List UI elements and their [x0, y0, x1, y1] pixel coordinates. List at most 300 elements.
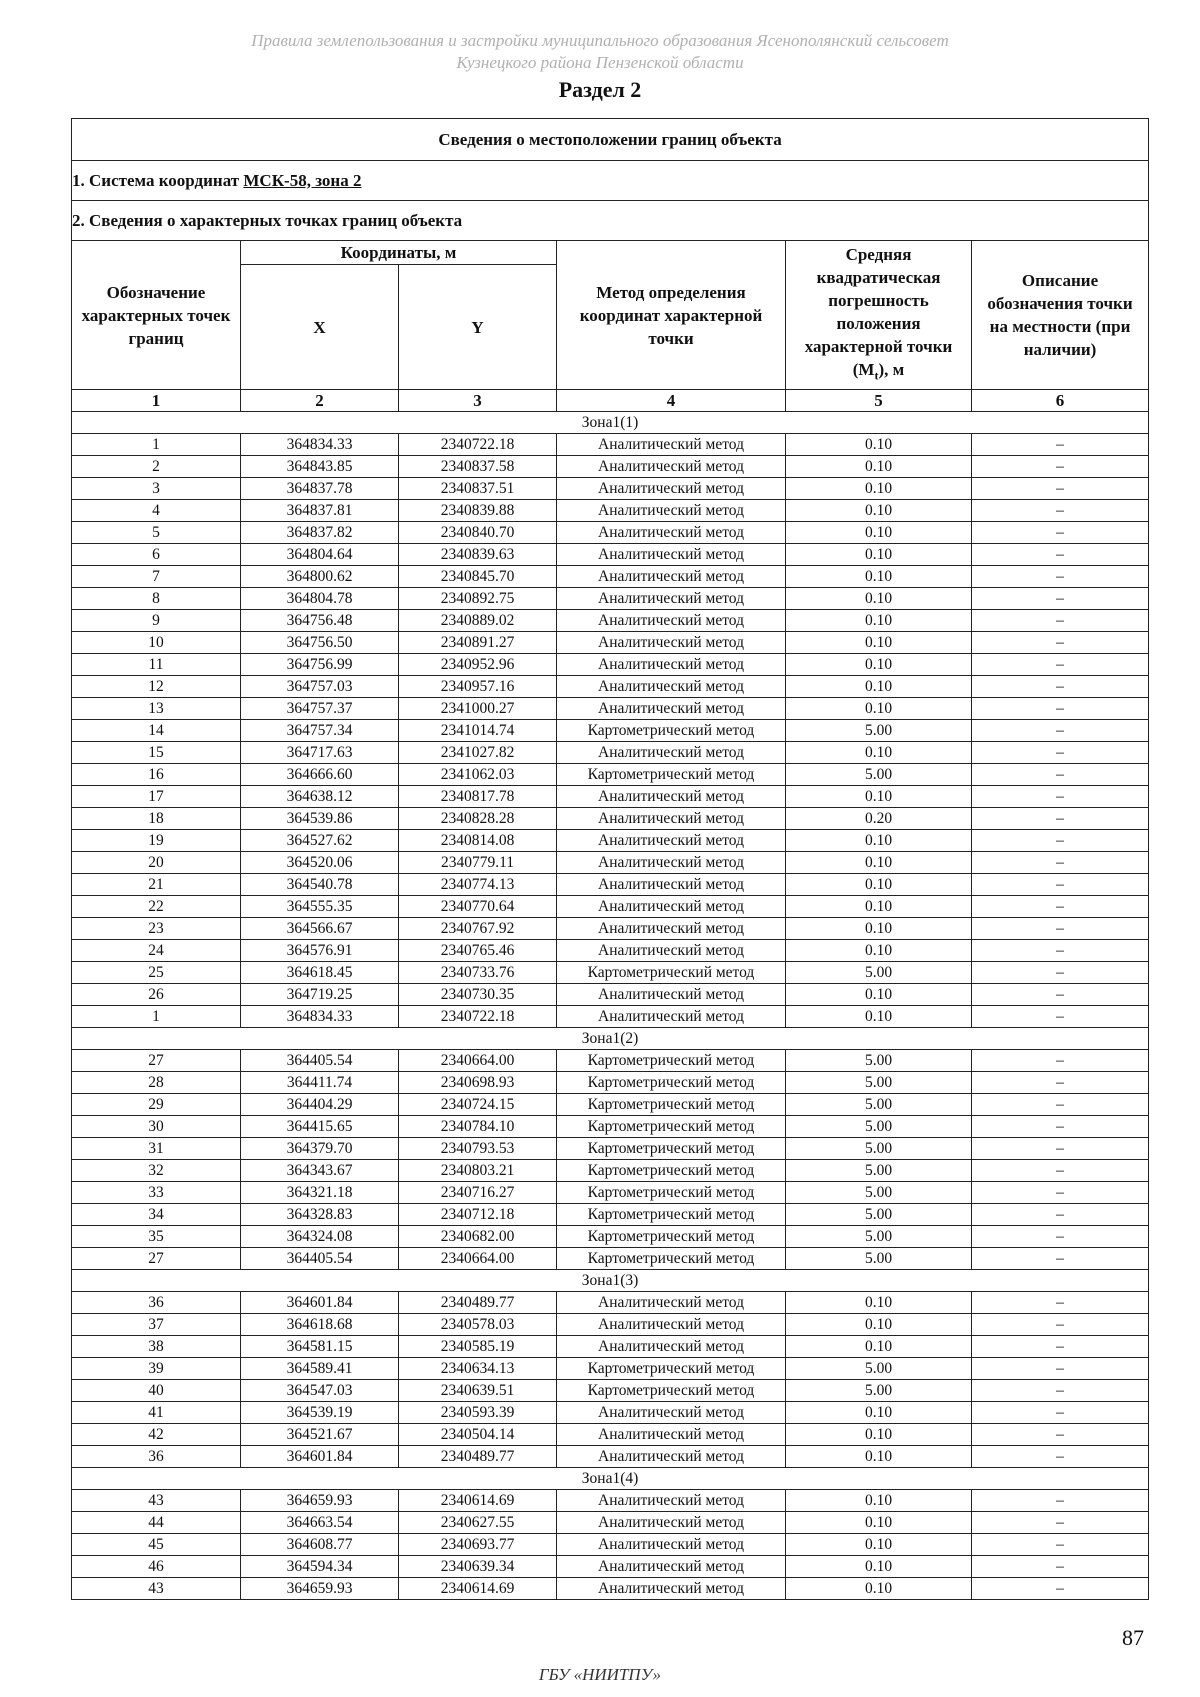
method-cell: Картометрический метод: [557, 1116, 786, 1138]
x-cell: 364663.54: [241, 1512, 399, 1534]
point-id-cell: 7: [72, 566, 241, 588]
error-cell: 5.00: [786, 1094, 972, 1116]
point-id-cell: 42: [72, 1424, 241, 1446]
y-cell: 2340839.88: [399, 500, 557, 522]
method-cell: Картометрический метод: [557, 1050, 786, 1072]
description-cell: –: [972, 940, 1149, 962]
error-cell: 0.10: [786, 676, 972, 698]
error-cell: 0.10: [786, 610, 972, 632]
y-cell: 2340639.51: [399, 1380, 557, 1402]
table-row: [72, 1182, 1149, 1204]
method-cell: Аналитический метод: [557, 500, 786, 522]
table-row: [72, 1094, 1149, 1116]
y-cell: 2340828.28: [399, 808, 557, 830]
x-cell: 364800.62: [241, 566, 399, 588]
table-row: [72, 1534, 1149, 1556]
x-cell: 364520.06: [241, 852, 399, 874]
table-row: [72, 1358, 1149, 1380]
description-cell: –: [972, 1424, 1149, 1446]
running-header-line-2: Кузнецкого района Пензенской области: [456, 53, 744, 72]
table-row: [72, 720, 1149, 742]
x-cell: 364539.19: [241, 1402, 399, 1424]
x-cell: 364547.03: [241, 1380, 399, 1402]
point-id-cell: 4: [72, 500, 241, 522]
error-cell: 0.10: [786, 874, 972, 896]
error-cell: 5.00: [786, 1160, 972, 1182]
x-cell: 364527.62: [241, 830, 399, 852]
error-cell: 0.10: [786, 1424, 972, 1446]
error-cell: 0.10: [786, 522, 972, 544]
coordinate-system-row: [72, 161, 1149, 201]
error-cell: 0.10: [786, 1512, 972, 1534]
point-id-cell: 9: [72, 610, 241, 632]
y-cell: 2340489.77: [399, 1292, 557, 1314]
method-cell: Аналитический метод: [557, 632, 786, 654]
x-cell: 364343.67: [241, 1160, 399, 1182]
method-cell: Картометрический метод: [557, 1380, 786, 1402]
y-cell: 2340504.14: [399, 1424, 557, 1446]
footer-organization: ГБУ «НИИТПУ»: [538, 1665, 662, 1684]
error-cell: 0.10: [786, 434, 972, 456]
description-cell: –: [972, 1116, 1149, 1138]
description-cell: –: [972, 1050, 1149, 1072]
table-row: [72, 1160, 1149, 1182]
error-cell: 0.10: [786, 852, 972, 874]
description-cell: –: [972, 698, 1149, 720]
header-method: Метод определения координат характерной точки: [557, 241, 786, 390]
y-cell: 2341062.03: [399, 764, 557, 786]
x-cell: 364843.85: [241, 456, 399, 478]
table-row: [72, 940, 1149, 962]
header-coordinates: Координаты, м: [241, 241, 557, 265]
x-cell: 364756.50: [241, 632, 399, 654]
y-cell: 2340578.03: [399, 1314, 557, 1336]
table-row: [72, 1490, 1149, 1512]
table-row: [72, 1072, 1149, 1094]
y-cell: 2340634.13: [399, 1358, 557, 1380]
error-cell: 0.10: [786, 1402, 972, 1424]
point-id-cell: 31: [72, 1138, 241, 1160]
method-cell: Картометрический метод: [557, 962, 786, 984]
error-cell: 5.00: [786, 1072, 972, 1094]
description-cell: –: [972, 1006, 1149, 1028]
description-cell: –: [972, 1292, 1149, 1314]
method-cell: Аналитический метод: [557, 566, 786, 588]
zone-row: [72, 1468, 1149, 1490]
y-cell: 2340693.77: [399, 1534, 557, 1556]
boundary-points-table: [71, 118, 1149, 1600]
description-cell: –: [972, 984, 1149, 1006]
table-row: [72, 1402, 1149, 1424]
description-cell: –: [972, 566, 1149, 588]
table-body: [72, 412, 1149, 1600]
y-cell: 2340722.18: [399, 1006, 557, 1028]
error-cell: 5.00: [786, 720, 972, 742]
error-cell: 5.00: [786, 1358, 972, 1380]
x-cell: 364601.84: [241, 1446, 399, 1468]
x-cell: 364666.60: [241, 764, 399, 786]
point-id-cell: 1: [72, 1006, 241, 1028]
method-cell: Аналитический метод: [557, 1006, 786, 1028]
table-row: [72, 698, 1149, 720]
error-cell: 0.10: [786, 786, 972, 808]
table-row: [72, 1226, 1149, 1248]
error-cell: 0.10: [786, 1006, 972, 1028]
point-id-cell: 18: [72, 808, 241, 830]
header-description: Описание обозначения точки на местности (при наличии): [972, 241, 1149, 390]
table-row: [72, 1006, 1149, 1028]
error-cell: 0.10: [786, 566, 972, 588]
error-cell: 5.00: [786, 1380, 972, 1402]
y-cell: 2340627.55: [399, 1512, 557, 1534]
error-cell: 0.10: [786, 1556, 972, 1578]
zone-label: Зона1(2): [72, 1028, 1149, 1050]
method-cell: Аналитический метод: [557, 1512, 786, 1534]
description-cell: –: [972, 1358, 1149, 1380]
method-cell: Картометрический метод: [557, 1094, 786, 1116]
error-cell: 5.00: [786, 1182, 972, 1204]
table-row: [72, 852, 1149, 874]
y-cell: 2340779.11: [399, 852, 557, 874]
description-cell: –: [972, 610, 1149, 632]
y-cell: 2340957.16: [399, 676, 557, 698]
y-cell: 2340770.64: [399, 896, 557, 918]
method-cell: Аналитический метод: [557, 786, 786, 808]
y-cell: 2340817.78: [399, 786, 557, 808]
method-cell: Картометрический метод: [557, 1138, 786, 1160]
description-cell: –: [972, 478, 1149, 500]
point-id-cell: 13: [72, 698, 241, 720]
point-id-cell: 43: [72, 1578, 241, 1600]
table-row: [72, 786, 1149, 808]
point-id-cell: 43: [72, 1490, 241, 1512]
x-cell: 364415.65: [241, 1116, 399, 1138]
coordinate-system-label: 1. Система координат: [72, 170, 244, 190]
method-cell: Аналитический метод: [557, 588, 786, 610]
table-row: [72, 742, 1149, 764]
x-cell: 364837.82: [241, 522, 399, 544]
x-cell: 364608.77: [241, 1534, 399, 1556]
x-cell: 364834.33: [241, 1006, 399, 1028]
y-cell: 2340793.53: [399, 1138, 557, 1160]
method-cell: Аналитический метод: [557, 742, 786, 764]
x-cell: 364719.25: [241, 984, 399, 1006]
x-cell: 364804.78: [241, 588, 399, 610]
point-id-cell: 24: [72, 940, 241, 962]
y-cell: 2340774.13: [399, 874, 557, 896]
point-id-cell: 32: [72, 1160, 241, 1182]
x-cell: 364717.63: [241, 742, 399, 764]
table-title: Сведения о местоположении границ объекта: [72, 119, 1149, 161]
point-id-cell: 27: [72, 1248, 241, 1270]
y-cell: 2340712.18: [399, 1204, 557, 1226]
method-cell: Аналитический метод: [557, 896, 786, 918]
table-row: [72, 544, 1149, 566]
point-id-cell: 25: [72, 962, 241, 984]
error-cell: 5.00: [786, 1138, 972, 1160]
table-row: [72, 1314, 1149, 1336]
col-number-4: 4: [557, 390, 786, 412]
point-id-cell: 30: [72, 1116, 241, 1138]
method-cell: Картометрический метод: [557, 1248, 786, 1270]
y-cell: 2340724.15: [399, 1094, 557, 1116]
method-cell: Аналитический метод: [557, 1314, 786, 1336]
y-cell: 2340716.27: [399, 1182, 557, 1204]
description-cell: –: [972, 1336, 1149, 1358]
x-cell: 364757.03: [241, 676, 399, 698]
point-id-cell: 11: [72, 654, 241, 676]
point-id-cell: 45: [72, 1534, 241, 1556]
point-id-cell: 39: [72, 1358, 241, 1380]
table-row: [72, 1248, 1149, 1270]
col-number-5: 5: [786, 390, 972, 412]
error-cell: 0.10: [786, 544, 972, 566]
description-cell: –: [972, 1094, 1149, 1116]
description-cell: –: [972, 1578, 1149, 1600]
x-cell: 364589.41: [241, 1358, 399, 1380]
x-cell: 364618.45: [241, 962, 399, 984]
point-id-cell: 44: [72, 1512, 241, 1534]
point-id-cell: 27: [72, 1050, 241, 1072]
y-cell: 2340889.02: [399, 610, 557, 632]
error-cell: 5.00: [786, 764, 972, 786]
error-cell: 0.10: [786, 698, 972, 720]
error-cell: 0.10: [786, 830, 972, 852]
point-id-cell: 37: [72, 1314, 241, 1336]
description-cell: –: [972, 1314, 1149, 1336]
table-row: [72, 1292, 1149, 1314]
error-cell: 5.00: [786, 1248, 972, 1270]
zone-row: [72, 1270, 1149, 1292]
y-cell: 2340682.00: [399, 1226, 557, 1248]
x-cell: 364555.35: [241, 896, 399, 918]
table-row: [72, 874, 1149, 896]
y-cell: 2340767.92: [399, 918, 557, 940]
y-cell: 2340892.75: [399, 588, 557, 610]
method-cell: Картометрический метод: [557, 1358, 786, 1380]
method-cell: Аналитический метод: [557, 676, 786, 698]
y-cell: 2340839.63: [399, 544, 557, 566]
y-cell: 2340803.21: [399, 1160, 557, 1182]
method-cell: Картометрический метод: [557, 1160, 786, 1182]
error-cell: 5.00: [786, 1116, 972, 1138]
page-number: 87: [1122, 1625, 1144, 1650]
point-id-cell: 34: [72, 1204, 241, 1226]
description-cell: –: [972, 830, 1149, 852]
error-cell: 0.10: [786, 896, 972, 918]
point-id-cell: 46: [72, 1556, 241, 1578]
table-row: [72, 456, 1149, 478]
description-cell: –: [972, 742, 1149, 764]
x-cell: 364521.67: [241, 1424, 399, 1446]
description-cell: –: [972, 1248, 1149, 1270]
table-row: [72, 984, 1149, 1006]
description-cell: –: [972, 1402, 1149, 1424]
y-cell: 2340639.34: [399, 1556, 557, 1578]
x-cell: 364601.84: [241, 1292, 399, 1314]
description-cell: –: [972, 1534, 1149, 1556]
col-number-3: 3: [399, 390, 557, 412]
method-cell: Аналитический метод: [557, 808, 786, 830]
x-cell: 364539.86: [241, 808, 399, 830]
y-cell: 2340837.51: [399, 478, 557, 500]
point-id-cell: 38: [72, 1336, 241, 1358]
error-cell: 0.10: [786, 1446, 972, 1468]
point-id-cell: 21: [72, 874, 241, 896]
point-id-cell: 16: [72, 764, 241, 786]
method-cell: Картометрический метод: [557, 1226, 786, 1248]
col-number-2: 2: [241, 390, 399, 412]
point-id-cell: 33: [72, 1182, 241, 1204]
point-id-cell: 23: [72, 918, 241, 940]
table-row: [72, 1512, 1149, 1534]
header-designation: Обозначение характерных точек границ: [72, 241, 241, 390]
y-cell: 2340891.27: [399, 632, 557, 654]
method-cell: Аналитический метод: [557, 918, 786, 940]
method-cell: Аналитический метод: [557, 544, 786, 566]
description-cell: –: [972, 676, 1149, 698]
table-row: [72, 1578, 1149, 1600]
y-cell: 2340730.35: [399, 984, 557, 1006]
y-cell: 2340784.10: [399, 1116, 557, 1138]
method-cell: Аналитический метод: [557, 654, 786, 676]
method-cell: Аналитический метод: [557, 1556, 786, 1578]
method-cell: Аналитический метод: [557, 610, 786, 632]
x-cell: 364804.64: [241, 544, 399, 566]
x-cell: 364321.18: [241, 1182, 399, 1204]
y-cell: 2341027.82: [399, 742, 557, 764]
x-cell: 364411.74: [241, 1072, 399, 1094]
table-row: [72, 1556, 1149, 1578]
point-id-cell: 14: [72, 720, 241, 742]
y-cell: 2340814.08: [399, 830, 557, 852]
error-cell: 0.10: [786, 1292, 972, 1314]
description-cell: –: [972, 1490, 1149, 1512]
description-cell: –: [972, 764, 1149, 786]
error-cell: 0.10: [786, 456, 972, 478]
method-cell: Аналитический метод: [557, 852, 786, 874]
x-cell: 364328.83: [241, 1204, 399, 1226]
x-cell: 364638.12: [241, 786, 399, 808]
description-cell: –: [972, 1380, 1149, 1402]
point-id-cell: 36: [72, 1446, 241, 1468]
coordinate-system-value: МСК-58, зона 2: [243, 170, 362, 190]
table-row: [72, 1204, 1149, 1226]
method-cell: Аналитический метод: [557, 1446, 786, 1468]
y-cell: 2340733.76: [399, 962, 557, 984]
x-cell: 364757.34: [241, 720, 399, 742]
method-cell: Картометрический метод: [557, 1072, 786, 1094]
point-id-cell: 1: [72, 434, 241, 456]
table-row: [72, 962, 1149, 984]
error-cell: 0.10: [786, 588, 972, 610]
method-cell: Аналитический метод: [557, 1578, 786, 1600]
points-section-title: 2. Сведения о характерных точках границ объекта: [72, 201, 1149, 241]
description-cell: –: [972, 852, 1149, 874]
x-cell: 364594.34: [241, 1556, 399, 1578]
x-cell: 364756.48: [241, 610, 399, 632]
method-cell: Аналитический метод: [557, 522, 786, 544]
table-row: [72, 434, 1149, 456]
table-row: [72, 808, 1149, 830]
method-cell: Аналитический метод: [557, 1336, 786, 1358]
y-cell: 2341000.27: [399, 698, 557, 720]
y-cell: 2340698.93: [399, 1072, 557, 1094]
y-cell: 2340722.18: [399, 434, 557, 456]
error-cell: 5.00: [786, 962, 972, 984]
error-cell: 0.10: [786, 500, 972, 522]
error-cell: 5.00: [786, 1204, 972, 1226]
point-id-cell: 28: [72, 1072, 241, 1094]
table-row: [72, 588, 1149, 610]
description-cell: –: [972, 1204, 1149, 1226]
error-cell: 0.10: [786, 1490, 972, 1512]
description-cell: –: [972, 786, 1149, 808]
description-cell: –: [972, 654, 1149, 676]
description-cell: –: [972, 808, 1149, 830]
x-cell: 364576.91: [241, 940, 399, 962]
x-cell: 364757.37: [241, 698, 399, 720]
point-id-cell: 15: [72, 742, 241, 764]
y-cell: 2340664.00: [399, 1050, 557, 1072]
error-cell: 0.10: [786, 984, 972, 1006]
point-id-cell: 10: [72, 632, 241, 654]
point-id-cell: 6: [72, 544, 241, 566]
x-cell: 364379.70: [241, 1138, 399, 1160]
point-id-cell: 19: [72, 830, 241, 852]
x-cell: 364324.08: [241, 1226, 399, 1248]
description-cell: –: [972, 1182, 1149, 1204]
zone-row: [72, 1028, 1149, 1050]
point-id-cell: 35: [72, 1226, 241, 1248]
description-cell: –: [972, 522, 1149, 544]
error-cell: 0.10: [786, 918, 972, 940]
description-cell: –: [972, 1226, 1149, 1248]
x-cell: 364659.93: [241, 1578, 399, 1600]
y-cell: 2340840.70: [399, 522, 557, 544]
y-cell: 2340614.69: [399, 1578, 557, 1600]
point-id-cell: 3: [72, 478, 241, 500]
method-cell: Аналитический метод: [557, 1424, 786, 1446]
error-cell: 5.00: [786, 1050, 972, 1072]
error-cell: 0.10: [786, 478, 972, 500]
description-cell: –: [972, 632, 1149, 654]
x-cell: 364566.67: [241, 918, 399, 940]
zone-row: [72, 412, 1149, 434]
method-cell: Аналитический метод: [557, 874, 786, 896]
point-id-cell: 5: [72, 522, 241, 544]
x-cell: 364659.93: [241, 1490, 399, 1512]
table-row: [72, 896, 1149, 918]
table-row: [72, 1380, 1149, 1402]
y-cell: 2340489.77: [399, 1446, 557, 1468]
description-cell: –: [972, 874, 1149, 896]
x-cell: 364837.78: [241, 478, 399, 500]
method-cell: Аналитический метод: [557, 1490, 786, 1512]
method-cell: Аналитический метод: [557, 478, 786, 500]
y-cell: 2340952.96: [399, 654, 557, 676]
point-id-cell: 26: [72, 984, 241, 1006]
point-id-cell: 40: [72, 1380, 241, 1402]
method-cell: Аналитический метод: [557, 698, 786, 720]
table-row: [72, 918, 1149, 940]
table-row: [72, 1050, 1149, 1072]
method-cell: Картометрический метод: [557, 720, 786, 742]
x-cell: 364405.54: [241, 1050, 399, 1072]
description-cell: –: [972, 1446, 1149, 1468]
y-cell: 2341014.74: [399, 720, 557, 742]
table-row: [72, 632, 1149, 654]
